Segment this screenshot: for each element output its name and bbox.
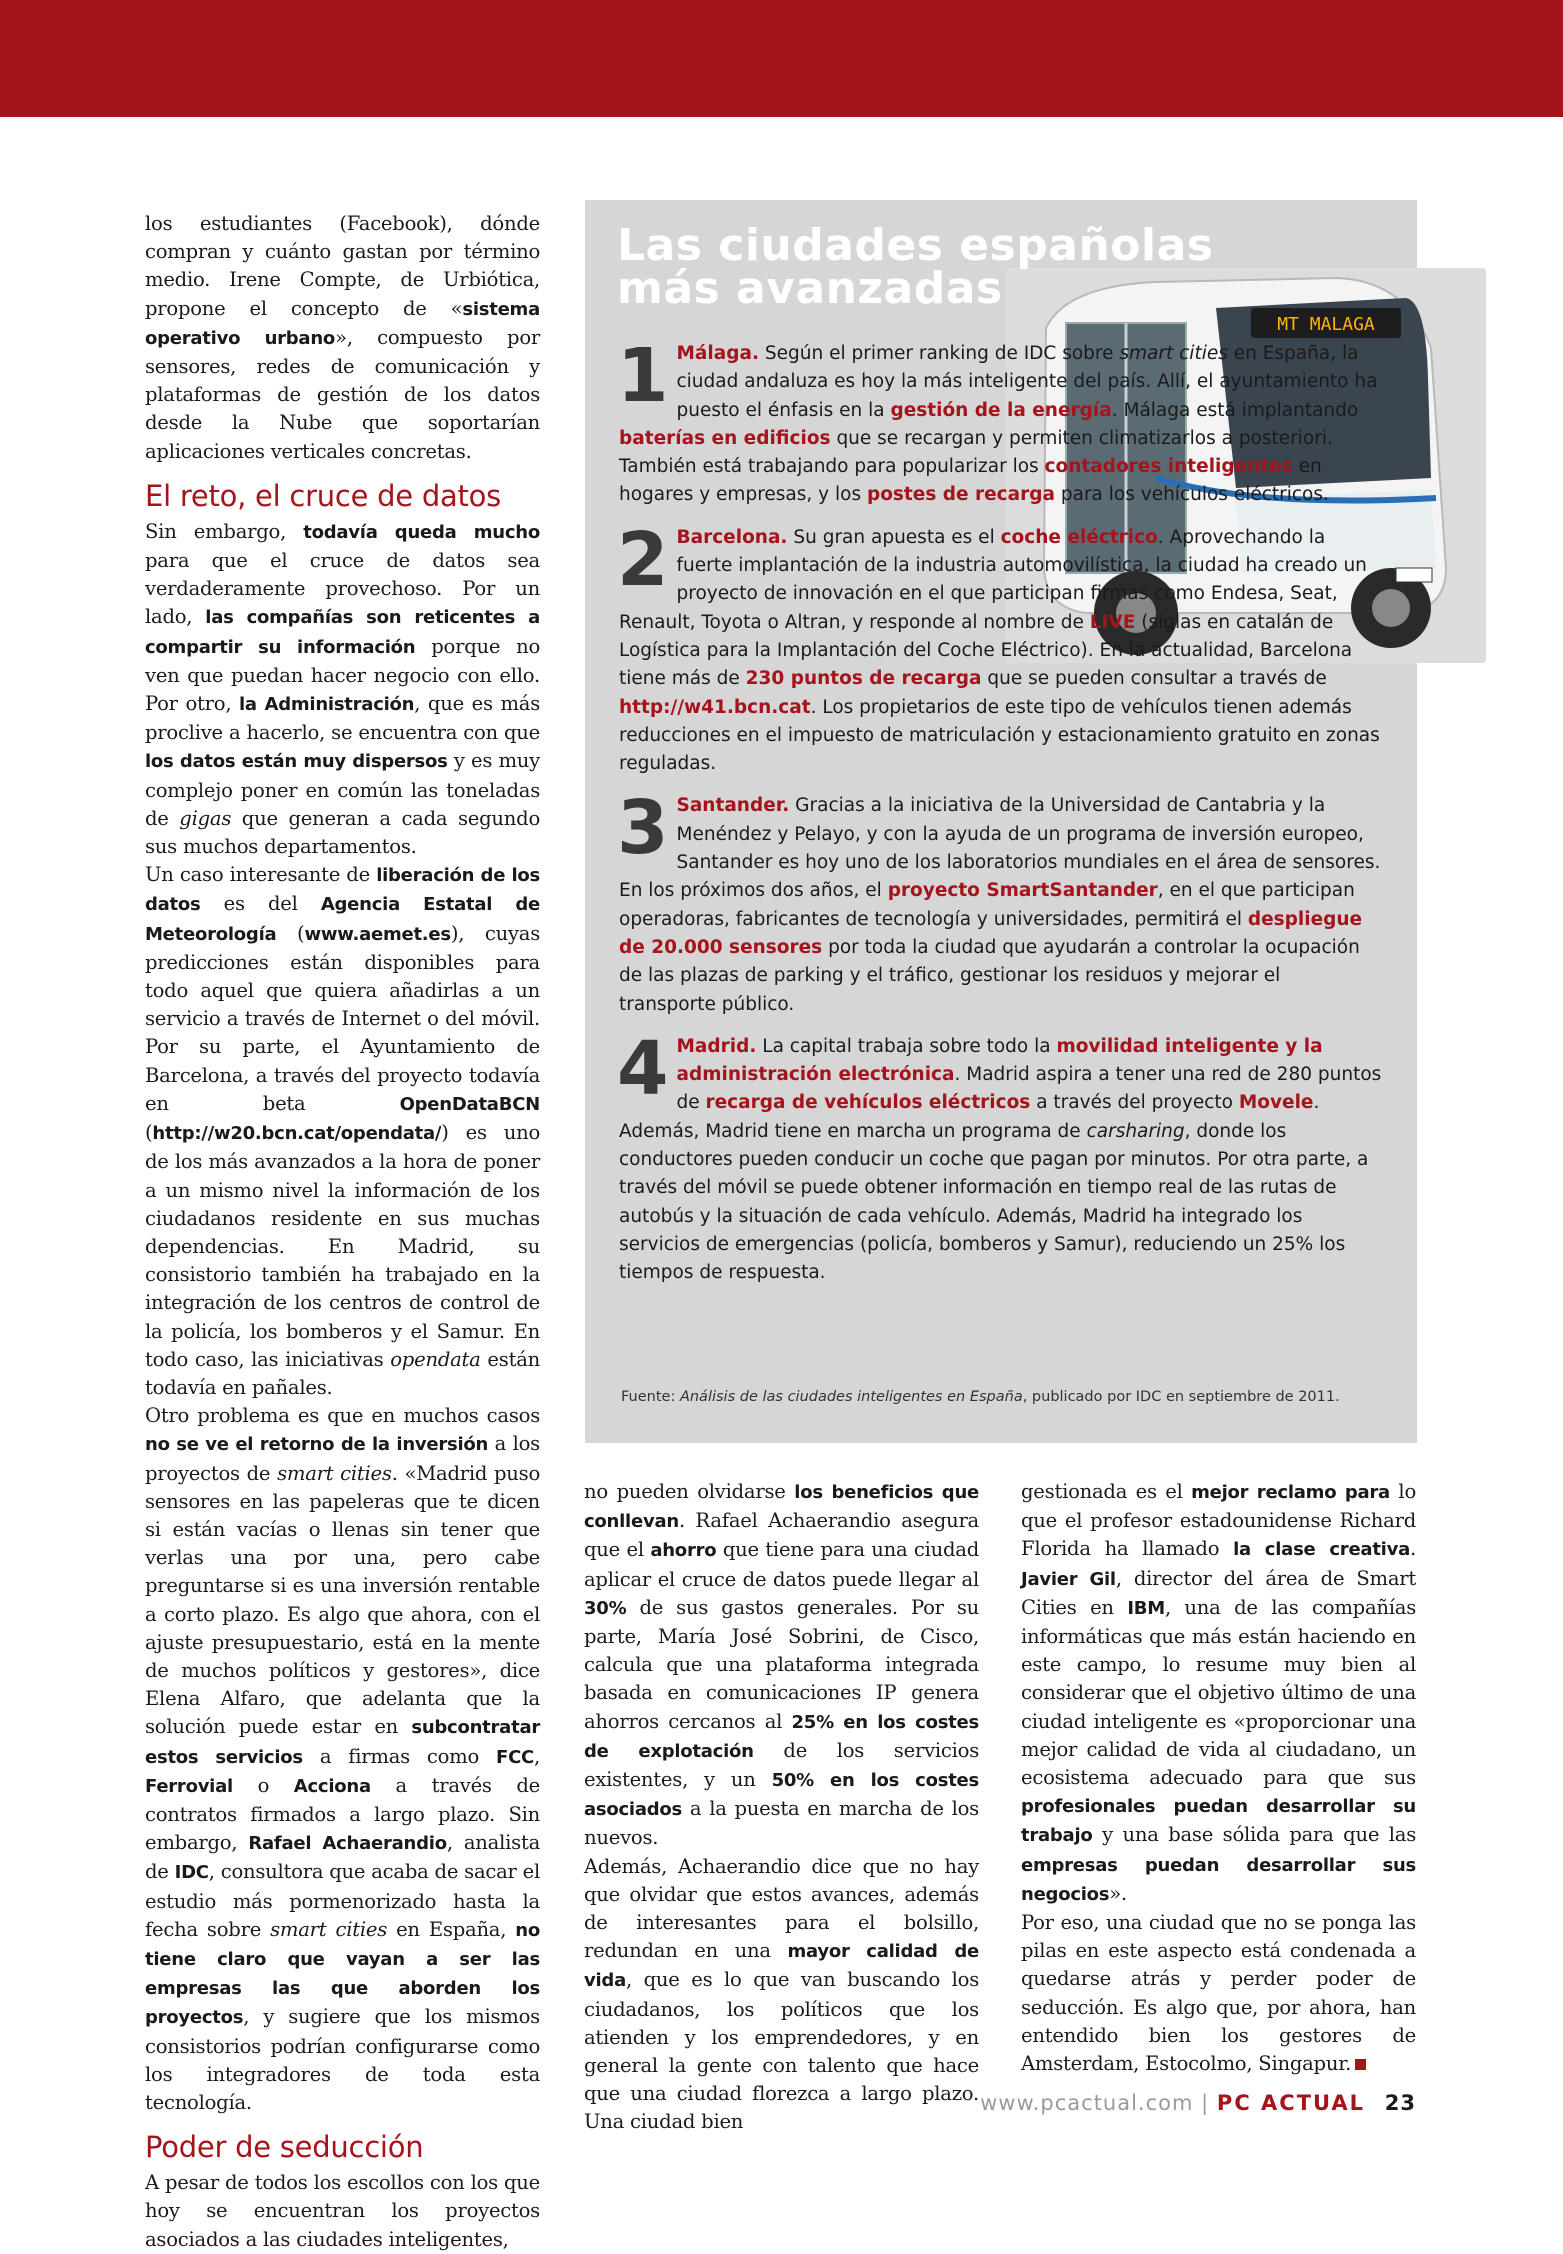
italic-phrase: opendata xyxy=(390,1347,481,1371)
paragraph: gestionada es el mejor reclamo para lo que el profesor estadounidense Richard Florida ha llamado la clase creativa. Javier Gil, director del área de Smart Cities en IBM, una de las compañías informáticas que más están haciendo en este campo, lo resume muy bien al considerar que el objetivo último de una ciudad inteligente es «proporcionar una mejor calidad de vida al ciudadano, un ecosistema adecuado para que sus profesionales puedan desarrollar su trabajo y una base sólida para que las empresas puedan desarrollar sus negocios». xyxy=(1021,1480,1416,1905)
bold-phrase: IDC xyxy=(174,1862,209,1884)
bus-destination-sign: MT MALAGA xyxy=(1277,314,1375,335)
bold-phrase: OpenDataBCN xyxy=(399,1093,540,1115)
source-label: Fuente: xyxy=(621,1389,676,1405)
sidebar-source-note xyxy=(621,1389,1340,1405)
page-number: 23 xyxy=(1384,2091,1416,2115)
highlight-phrase: postes de recarga xyxy=(866,484,1055,506)
city-description: La capital trabaja sobre todo la movilidad inteligente y la administración electrónica. Madrid aspira a tener una red de 280 puntos de recarga de vehículos eléctricos a través del proyecto Movele. Además, Madrid tiene en marcha un programa de carsharing, donde los conductores pueden conducir un coche que pagan por minutos. Por otra parte, a través del móvil se puede obtener información en tiempo real de las rutas de autobús y la situación de cada vehículo. Además, Madrid ha integrado los servicios de emergencias (policía, bomberos y Samur), reduciendo un 25% los tiempos de respuesta. xyxy=(619,1035,1382,1284)
footer-brand: PC ACTUAL xyxy=(1216,2091,1366,2115)
bold-phrase: mayor calidad de vida xyxy=(584,1941,979,1992)
footer-separator: | xyxy=(1201,2091,1210,2115)
city-name: Málaga. xyxy=(676,343,759,364)
bold-phrase: liberación de los datos xyxy=(145,865,540,916)
bold-phrase: Javier Gil xyxy=(1021,1568,1116,1590)
city-rank-number: 2 xyxy=(617,516,669,603)
highlight-phrase: proyecto SmartSantander xyxy=(887,880,1158,902)
sidebar-title-line-1: Las ciudades españolas xyxy=(617,220,1214,271)
city-description: Gracias a la iniciativa de la Universidad de Cantabria y la Menéndez y Pelayo, y con la ayuda de un programa de inversión europeo, Santander es hoy uno de los laboratorios mundiales en el área de sensores. En los próximos dos años, el proyecto SmartSantander, en el que participan operadoras, fabricantes de tecnología y universidades, permitirá el despliegue de 20.000 sensores por toda la ciudad que ayudarán a controlar la ocupación de las plazas de parking y el tráfico, gestionar los residuos y mejorar el transporte público. xyxy=(619,795,1381,1015)
highlight-phrase: movilidad inteligente y la administración electrónica xyxy=(676,1035,1323,1086)
highlight-phrase: baterías en edificios xyxy=(619,427,831,449)
highlight-phrase: 230 puntos de recarga xyxy=(745,668,982,690)
italic-phrase: smart cities xyxy=(270,1917,388,1941)
bold-phrase: 30% xyxy=(584,1597,627,1619)
city-name: Barcelona. xyxy=(676,526,788,548)
page-footer xyxy=(980,2091,1416,2115)
bold-phrase: la Administración xyxy=(238,694,415,716)
bold-phrase: 25% en los costes de explotación xyxy=(584,1711,979,1762)
paragraph: Un caso interesante de liberación de los datos es del Agencia Estatal de Meteorología (www.aemet.es), cuyas predicciones están disponibles para todo aquel que quiera añadirlas a un servicio a través de Internet o del móvil. Por su parte, el Ayuntamiento de Barcelona, a través del proyecto todavía en beta OpenDataBCN (http://w20.bcn.cat/opendata/) es uno de los más avanzados a la hora de poner a un mismo nivel la información de los ciudadanos residente en sus muchas dependencias. En Madrid, su consistorio también ha trabajado en la integración de los centros de control de la policía, los bomberos y el Samur. En todo caso, las iniciativas opendata están todavía en pañales. xyxy=(145,863,541,1399)
bold-phrase: los datos están muy dispersos xyxy=(145,751,448,773)
city-description: Según el primer ranking de IDC sobre smart cities en España, la ciudad andaluza es hoy la más inteligente del país. Allí, el ayuntamiento ha puesto el énfasis en la gestión de la energía. Málaga está implantando baterías en edificios que se recargan y permiten climatizarlos a posteriori. También está trabajando para popularizar los contadores inteligentes en hogares y empresas, y los postes de recarga para los vehículos eléctricos. xyxy=(619,343,1378,506)
city-text xyxy=(617,516,1382,779)
paragraph: los estudiantes (Facebook), dónde compran y cuánto gastan por término medio. Irene Compte, de Urbiótica, propone el concepto de «sistema operativo urbano», compuesto por sensores, redes de comunicación y plataformas de gestión de los datos desde la Nube que soportarían aplicaciones verticales concretas. xyxy=(145,212,540,463)
bold-phrase: subcontratar estos servicios xyxy=(145,1717,540,1768)
city-rank-number: 4 xyxy=(617,1025,669,1112)
bold-phrase: Ferrovial xyxy=(145,1775,233,1797)
bold-phrase: sistema operativo urbano xyxy=(145,298,540,349)
section-heading-poder: Poder de seducción xyxy=(145,2130,424,2165)
footer-url: www.pcactual.com xyxy=(980,2091,1194,2115)
article-column-2 xyxy=(584,1478,979,2137)
city-rank-number: 1 xyxy=(617,333,669,419)
bold-phrase: 50% en los costes asociados xyxy=(584,1770,979,1821)
bold-phrase: mejor reclamo para xyxy=(1191,1482,1390,1503)
bold-phrase: empresas puedan desarrollar sus negocios xyxy=(1021,1854,1416,1905)
sidebar-title-line-2: más avanzadas xyxy=(617,263,1003,314)
sidebar-title xyxy=(617,220,1214,314)
city-entry-madrid xyxy=(617,1025,1382,1288)
bold-phrase: Rafael Achaerandio xyxy=(248,1833,447,1855)
paragraph: A pesar de todos los escollos con los que hoy se encuentran los proyectos asociados a las ciudades inteligentes, xyxy=(145,2171,540,2251)
city-text xyxy=(617,1025,1382,1288)
highlight-phrase: gestión de la energía xyxy=(890,399,1112,421)
paragraph: Además, Achaerandio dice que no hay que olvidar que estos avances, además de interesantes para el bolsillo, redundan en una mayor calidad de vida, que es lo que van buscando los ciudadanos, los políticos que los atienden y los emprendedores, y en general la gente con talento que hace que una ciudad florezca a largo plazo. Una ciudad bien xyxy=(584,1854,979,2134)
bold-phrase: FCC xyxy=(496,1746,535,1768)
italic-phrase: gigas xyxy=(179,806,232,830)
bold-phrase: http://w20.bcn.cat/opendata/ xyxy=(152,1123,442,1145)
paragraph xyxy=(1021,1909,1416,2078)
highlight-phrase: http://w41.bcn.cat xyxy=(619,696,811,718)
italic-phrase: smart cities xyxy=(1119,343,1228,364)
bold-phrase: Agencia Estatal de Meteorología xyxy=(145,894,540,945)
bold-phrase: todavía queda mucho xyxy=(303,521,540,543)
end-of-article-mark xyxy=(1355,2059,1366,2070)
closing-text: Por eso, una ciudad que no se ponga las pilas en este aspecto está condenada a quedarse atrás y perder poder de seducción. Es algo que, por ahora, han entendido bien los gestores de Amsterdam, Estocolmo, Singapur. xyxy=(1021,1911,1416,2076)
bold-phrase: no tiene claro que vayan a ser las empresas las que aborden los proyectos xyxy=(145,1919,540,2029)
source-details: , publicado por IDC en septiembre de 2011. xyxy=(1022,1389,1340,1405)
highlight-phrase: Movele xyxy=(1238,1092,1314,1114)
city-text xyxy=(617,785,1382,1018)
bold-phrase: www.aemet.es xyxy=(304,923,451,945)
city-name: Santander. xyxy=(676,795,790,817)
highlight-phrase: contadores inteligentes xyxy=(1044,456,1293,478)
italic-phrase: carsharing xyxy=(1086,1120,1185,1142)
city-entry-barcelona xyxy=(617,516,1382,779)
paragraph: Sin embargo, todavía queda mucho para que el cruce de datos sea verdaderamente provechoso. Por un lado, las compañías son reticentes a compartir su información porque no ven que puedan hacer negocio con ello. Por otro, la Administración, que es más proclive a hacerlo, se encuentra con que los datos están muy dispersos y es muy complejo poner en común las toneladas de gigas que generan a cada segundo sus muchos departamentos. xyxy=(145,519,541,859)
source-title: Análisis de las ciudades inteligentes en España xyxy=(679,1389,1023,1405)
city-name: Madrid. xyxy=(676,1035,757,1057)
city-text xyxy=(617,333,1382,510)
article-column-3 xyxy=(1021,1478,1416,2078)
highlight-phrase: recarga de vehículos eléctricos xyxy=(705,1092,1031,1114)
italic-phrase: smart cities xyxy=(277,1461,392,1485)
highlight-phrase: LIVE xyxy=(1089,611,1136,633)
city-description: Su gran apuesta es el coche eléctrico. Aprovechando la fuerte implantación de la industria automovilística, la ciudad ha creado un proyecto de innovación en el que participan firmas como Endesa, Seat, Renault, Toyota o Altran, y responde al nombre de LIVE (siglas en catalán de Logística para la Implantación del Coche Eléctrico). En la actualidad, Barcelona tiene más de 230 puntos de recarga que se pueden consultar a través de http://w41.bcn.cat. Los propietarios de este tipo de vehículos tienen además reducciones en el impuesto de matriculación y estacionamiento gratuito en zonas reguladas. xyxy=(619,526,1380,775)
article-column-1 xyxy=(145,210,540,2254)
bold-phrase: no se ve el retorno de la inversión xyxy=(145,1434,489,1456)
city-entry-santander xyxy=(617,785,1382,1018)
bold-phrase: IBM xyxy=(1127,1597,1165,1619)
bold-phrase: profesionales puedan desarrollar su trabajo xyxy=(1021,1796,1416,1847)
top-color-band xyxy=(0,0,1563,117)
city-entry-malaga xyxy=(617,333,1382,510)
bold-phrase: las compañías son reticentes a compartir su información xyxy=(145,607,540,658)
bold-phrase: la clase creativa xyxy=(1233,1539,1411,1561)
city-rank-number: 3 xyxy=(617,785,669,872)
bold-phrase: ahorro xyxy=(650,1540,717,1562)
highlight-phrase: despliegue de 20.000 sensores xyxy=(619,908,1363,958)
highlight-phrase: coche eléctrico xyxy=(1000,526,1158,548)
bold-phrase: los beneficios que conllevan xyxy=(584,1482,979,1533)
paragraph: Otro problema es que en muchos casos no se ve el retorno de la inversión a los proyectos de smart cities. «Madrid puso sensores en las papeleras que te dicen si están vacías o llenas sin tener que verlas una por una, pero cabe preguntarse si es una inversión rentable a corto plazo. Es algo que ahora, con el ajuste presupuestario, está en la mente de muchos políticos y gestores», dice Elena Alfaro, que adelanta que la solución puede estar en subcontratar estos servicios a firmas como FCC, Ferrovial o Acciona a través de contratos firmados a largo plazo. Sin embargo, Rafael Achaerandio, analista de IDC, consultora que acaba de sacar el estudio más pormenorizado hasta la fecha sobre smart cities en España, no tiene claro que vayan a ser las empresas las que aborden los proyectos, y sugiere que los mismos consistorios podrían configurarse como los integradores de toda esta tecnología. xyxy=(145,1404,540,2114)
bold-phrase: Acciona xyxy=(293,1775,371,1797)
sidebar-body xyxy=(617,333,1382,1302)
section-heading-reto: El reto, el cruce de datos xyxy=(145,478,502,513)
paragraph: no pueden olvidarse los beneficios que conllevan. Rafael Achaerandio asegura que el ahorro que tiene para una ciudad aplicar el cruce de datos puede llegar al 30% de sus gastos generales. Por su parte, María José Sobrini, de Cisco, calcula que una plataforma integrada basada en comunicaciones IP genera ahorros cercanos al 25% en los costes de explotación de los servicios existentes, y un 50% en los costes asociados a la puesta en marcha de los nuevos. xyxy=(584,1480,980,1850)
